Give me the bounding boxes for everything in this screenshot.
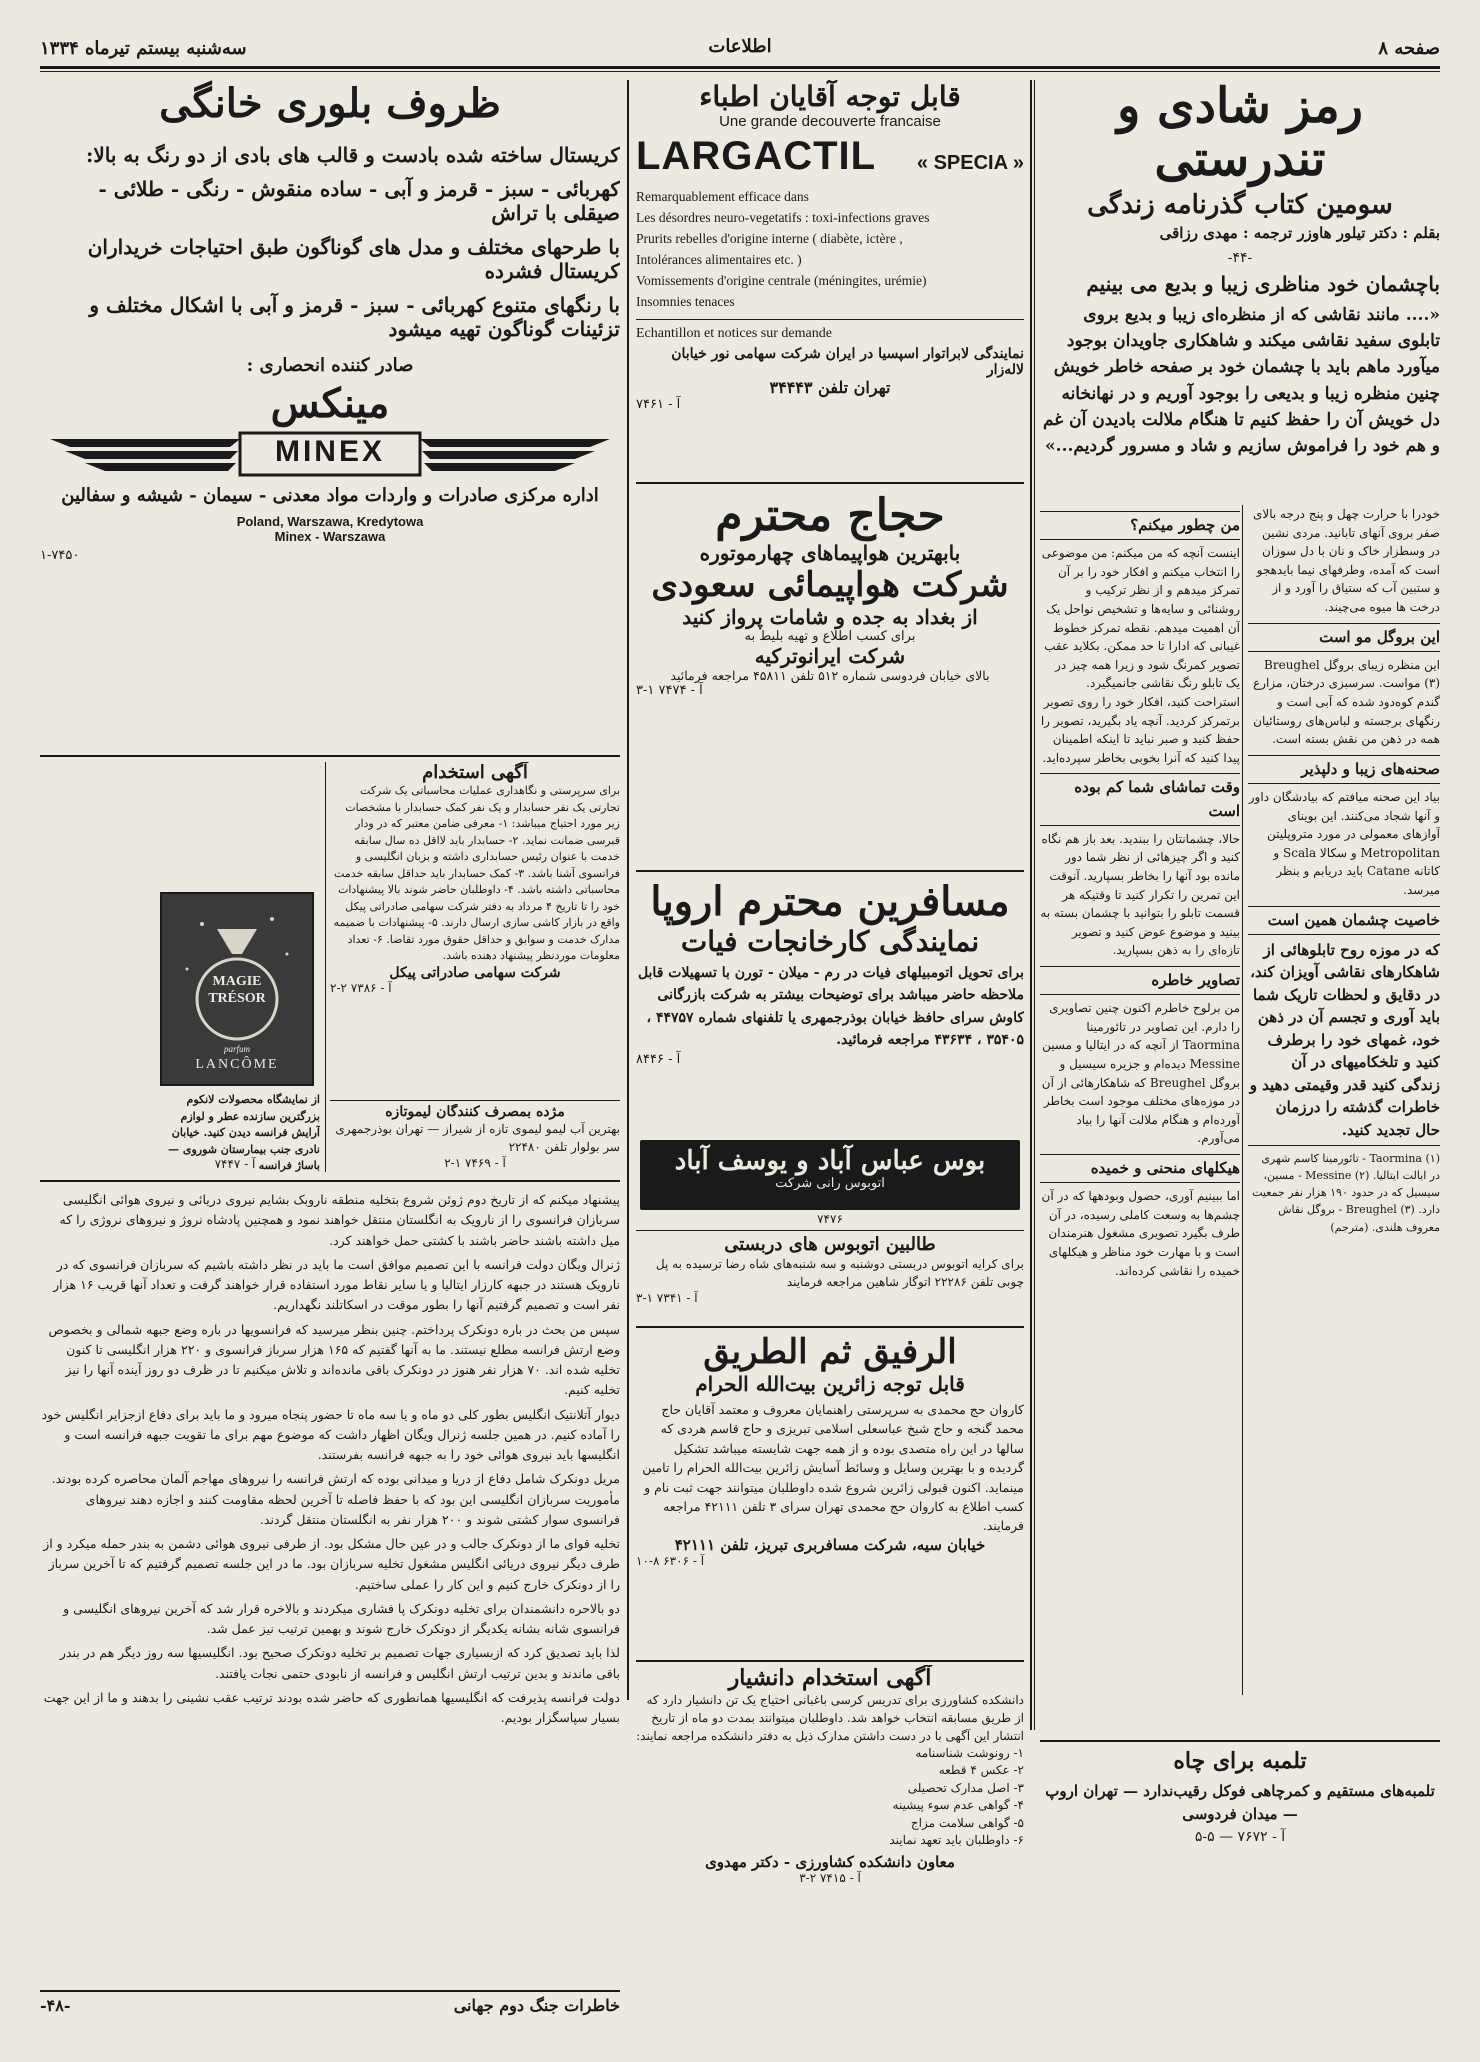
ad-code: آ - ۷۴۴۷ — [214, 1157, 256, 1171]
article-number: -۴۴- — [1227, 249, 1253, 266]
charter-bus-ad — [636, 1234, 1024, 1324]
requirement-item: ۶- داوطلبان باید تعهد نمایند — [889, 1832, 1024, 1847]
lancome-caption: از نمایشگاه محصولات لانکوم بزرگترین سازنده عطر و لوازم آرایش فرانسه دیدن کنید. خیابان نادری جنب بیمارستان شوروی — باساژ فرانسه — [168, 1093, 320, 1172]
lancome-box — [435, 895, 436, 896]
section-body: اینست آنچه که من میکنم: من موضوعی را انتخاب میکنم و افکار خود را بر آن تمرکز میدهم و از نظر ترکیب و روشنائی و سایه‌ها و تشخیص نواحل یک آن اهمیت میدهم. نقطه تمرکز خطوط غیبانی که ادارا تا حد ممکن. بکلاید عقب تصویر کمرنگ شود و زیرا همه چیز در یک تابلو رنگ نقاشی جانمیگیرد. استراحت کنید، افکار خود را روی تصویر برتمرکز کردید. آنچه یاد بگیرید، تصویر را حفظ کنید و صبر نباید تا اینکه اطمینان پیدا کنید که آنرا بخوبی بخاطر سپرده‌اید. — [1040, 546, 1240, 765]
lancome-ad-block — [40, 762, 320, 1172]
ad-title: آگهی استخدام دانشیار — [728, 1665, 932, 1691]
ad-code: آ - ۷۳۸۶ ۲-۲ — [330, 980, 392, 995]
section-body: این منظره زیبای بروگل Breughel (۳) مواست. سرسبزی درختان، مزارع گندم کوه‌دود شده که آبی است و رنگهای برجسته و لباس‌های روستائیان همه در ذهن من نقش بسته است. — [1253, 657, 1440, 747]
newspaper-name: اطلاعات — [708, 36, 772, 57]
pump-ad — [1040, 1740, 1440, 1900]
ad-code: آ - ۸۴۴۶ — [636, 1051, 681, 1067]
ad-line: با رنگهای متنوع کهربائی - سبز - قرمز و آبی با اشکال مختلف و تزئینات گوناگون تهیه میشود — [89, 293, 620, 341]
middle-right-subcolumn — [1040, 505, 1238, 506]
lancome-ad — [430, 895, 431, 896]
memoirs-footer-title: خاطرات جنگ دوم جهانی — [453, 1996, 620, 2015]
minex-logo — [40, 429, 620, 479]
ad-line: کهربائی - سبز - قرمز و آبی - ساده منقوش - رنگی - طلائی - صیقلی با تراش — [98, 177, 620, 225]
section-body: اما ببینیم آوری، حصول وبودهها که در آن چشم‌ها به وسعت کاملی رسیده، در آن طرف بگیرد تصویری مشغول هنرمندان است و با مهارت خود مناظر و هیکلهای خمیده را نقاشی کرده‌اند. — [1041, 1189, 1240, 1278]
ad-title: قابل توجه آقایان اطباء — [699, 80, 961, 113]
ad-code: آ - ۷۴۷۴ ۱-۳ — [636, 683, 703, 698]
paragraph: تخلیه قوای ما از دونکرک جالب و در عین حال مشکل بود. از طرفی نیروی هوائی دشمن به بندر حمله میکرد و از طرف دیگر نیروی دریائی انگلیس مشغول تخلیه سربازان بود. ما در این جلسه تصمیم گرفتیم که تا آخرین سرباز را از دونکرک خارج کنیم و این کار را عملی ساختیم. — [43, 1536, 620, 1592]
brand-latin: MINEX — [274, 435, 385, 468]
ad-line: بابهترین هواپیماهای چهارموتوره — [699, 541, 961, 565]
lancome-brand: LANCÔME — [195, 1057, 279, 1072]
sample-line: Echantillon et notices sur demande — [636, 319, 1024, 342]
ad-address: خیابان سیه، شرکت مسافربری تبریز، تلفن ۴۲۱۱۱ — [674, 1535, 986, 1554]
article-subtitle: سومین کتاب گذرنامه زندگی — [1087, 189, 1393, 220]
fiat-ad — [636, 878, 1024, 1128]
ad-signature: معاون دانشکده کشاورزی - دکتر مهدوی — [705, 1853, 955, 1872]
section-heading: هیکلهای منحنی و خمیده — [1040, 1154, 1240, 1183]
section-heading: من چطور میکنم؟ — [1040, 511, 1240, 540]
ad-code: آ - ۷۴۶۱ — [636, 396, 681, 412]
agent-phone: تهران تلفن ۳۴۴۴۳ — [769, 377, 891, 397]
page-number: صفحه ۸ — [1378, 38, 1440, 59]
largactil-ad — [636, 80, 1024, 480]
banner-title: بوس عباس آباد و یوسف آباد — [674, 1146, 986, 1176]
ad-body: برای تحویل اتومبیلهای فیات در رم - میلان - تورن با تسهیلات قابل ملاحظه حاضر میباشد برای توضیحات بیشتر به شرکت بازرگانی کاوش سرای حافظ خیابان بوذرجمهری یا تلفنهای شماره ۴۴۷۵۷ ، ۳۵۴۰۵ ، ۴۳۶۳۴ مراجعه فرمائید. — [637, 965, 1024, 1049]
article-continuation — [1248, 505, 1440, 1695]
paragraph: دیوار آتلانتیک انگلیس بطور کلی دو ماه و یا سه ماه تا حضور پنجاه میرود و ما باید برای دفاع ازجزایر انگلیس خود را آماده کنیم. در همین جلسه ژنرال ویگان اظهار داشت که موضوع مهم برای ما تقویت جبهه فرانسه است و انگلیسها باید نیروی هوائی خود را به جبهه فرانسه بفرستند. — [41, 1406, 620, 1462]
requirement-item: ۱- رونوشت شناسنامه — [915, 1746, 1024, 1760]
footnotes: (۱) Taormina - تائورمینا کاسم شهری در ایالت ایتالیا. (۲) Messine - مسین، سیسیل که در حدود ۱۹۰ هزار نفر جمعیت دارد. (۳) Breughel - بروگل نقاش معروف هلندی. (مترجم) — [1248, 1145, 1440, 1235]
ad-line: شرکت هواپیمائی سعودی — [651, 565, 1009, 605]
lemon-ad — [330, 1104, 620, 1184]
bus-banner — [640, 1140, 1020, 1210]
article-byline: بقلم : دکتر تیلور هاوزر ترجمه : مهدی رزاقی — [1159, 223, 1440, 242]
ad-code: آ - ۷۳۴۱ ۱-۳ — [636, 1291, 698, 1305]
memoirs-footer-number: -۴۸- — [40, 1996, 71, 2015]
requirement-item: ۴- گواهی عدم سوء پیشینه — [892, 1798, 1024, 1813]
brand-specia: « SPECIA » — [916, 152, 1024, 174]
employment-ad — [330, 762, 620, 1102]
ad-code: ۱-۷۴۵۰ — [40, 548, 80, 563]
indication-line: Intolérances alimentaires etc. ) — [636, 251, 802, 267]
pilgrims-ad — [636, 1332, 1024, 1657]
section-heading: صحنه‌های زیبا و دلپذیر — [1248, 755, 1440, 784]
paragraph: سپس من بحث در باره دونکرک پرداختم. چنین بنظر میرسید که فرانسویها در باره وضع جبهه شمالی و بخصوص وضع ارتش فرانسه مطلع نیستند. ما به آنها گفتیم که ۱۶۵ هزار سرباز فرانسوی و ۲۲۰ هزار انگلیسی تا کنون تخلیه شده اند. ۷۰ هزار نفر هنوز در دونکرک باقی مانده‌اند و تلاش میکنیم تا در ظرف دو روز آینده آنها را نیز تخلیه کنیم. — [48, 1321, 620, 1398]
ad-body: برای کرایه اتوبوس دربستی دوشنبه و سه شنبه‌های شاه رضا ترسیده به پل چوبی تلفن ۲۲۲۸۶ اتوگار شاهین مراجعه فرمایند — [655, 1257, 1024, 1289]
perfume-type: parfum — [223, 1044, 250, 1054]
ad-title: طالبین اتوبوس های دربستی — [724, 1234, 936, 1255]
ad-signature: شرکت سهامی صادراتی پیکل — [389, 964, 561, 981]
ad-title: الرفیق ثم الطریق — [703, 1332, 957, 1372]
ad-title: مژده بمصرف کنندگان لیموتازه — [385, 1104, 565, 1120]
ad-body: تلمبه‌های مستقیم و کمرچاهی فوکل رقیب‌ندارد — تهران اروپ — میدان فردوسی — [1045, 1782, 1435, 1823]
indications-list — [636, 187, 1024, 313]
ad-code: آ - ۶۳۰۶ ۸-۱۰ — [636, 1553, 705, 1568]
requirement-item: ۳- اصل مدارک تحصیلی — [907, 1780, 1024, 1795]
minex-glassware-ad — [40, 80, 620, 750]
ad-address: Poland, Warszawa, Kredytowa — [236, 514, 424, 529]
section-heading: خاصیت چشمان همین است — [1248, 906, 1440, 935]
requirements-list — [636, 1745, 1024, 1849]
ad-line: برای کسب اطلاع و تهیه بلیط به — [744, 629, 916, 644]
section-heading: باچشمان خود مناظری زیبا و بدیع می بینیم — [1086, 271, 1440, 296]
paragraph: لذا باید تصدیق کرد که ازبسیاری جهات تصمیم بر تخلیه دونکرک صحیح بود. انگلیسیها سه روز دیگر هم در بندر باقی ماندند و بدین ترتیب ارتش انگلیس و فرانسه از نابودی حتمی نجات یافتند. — [59, 1645, 620, 1681]
ad-title: مسافرین محترم اروپا — [650, 878, 1010, 925]
section-body: بیاد این صحنه میافتم که بیادشگان داور و آنها شجاد می‌کنند. این بوینای آوازهای معمولی در مورد متروپلیتن Metropolitan و سکالا Scala و کاتانه Catane باید دریابم و بنظر میرسد. — [1248, 790, 1440, 897]
ad-code: آ - ۷۶۷۲ — ۵-۵ — [1194, 1829, 1286, 1845]
indication-line: Insomnies tenaces — [636, 293, 735, 309]
ad-body: بهترین آب لیمو لیموی تازه از شیراز — تهران بوذرجمهری سر بولوار تلفن ۲۲۴۸۰ — [335, 1122, 620, 1154]
ad-line: اداره مرکزی صادرات و واردات مواد معدنی - سیمان - شیشه و سفالین — [61, 485, 599, 506]
indication-line: Prurits rebelles d'origine interne ( diabète, ictère , — [636, 230, 903, 246]
article-title: رمز شادی و تندرستی — [1117, 80, 1363, 187]
section-body: حالا، چشمانتان را ببندید. بعد باز هم نگاه کنید و اگر چیزهائی از نظر شما دور مانده بود آنها را بخاطر بسپارید. آنوقت این تمرین را تکرار کنید تا وقتیکه هر قسمت تابلو را بتوانید با چشمان بسته به بینید و موضوع عوض کنید و تصویر تازه‌ای را به ذهن بسپارید. — [1040, 831, 1240, 958]
right-subcolumn — [1040, 505, 1240, 1695]
ad-line: از بغداد به جده و شامات پرواز کنید — [682, 605, 978, 629]
ad-title: آگهی استخدام — [422, 762, 528, 783]
paragraph: دو بالاحره دانشمندان برای تخلیه دونکرک پا فشاری میکردند و بالاخره قرار شد که آخرین نیروهای انگلیسی و فرانسوی شانه بشانه یکدیگر از دونکرک خارج شوند و بهمین ترتیب نیز عمل شد. — [63, 1600, 620, 1636]
saudi-airlines-ad — [636, 490, 1024, 870]
requirement-item: ۵- گواهی سلامت مزاج — [910, 1815, 1024, 1830]
ad-body: کاروان حج محمدی به سرپرستی راهنمایان معروف و معتمد آقایان حاج محمد گنجه و حاج شیخ عباسعلی اسلامی تبریزی و حاج قاسم هردی که سالها در این راه متصدی بوده و از همه جهت شایسته میباشد تشکیل گردیده و با بهترین وسایل و وسائط آسایش زائرین بیت‌الله الحرام را تامین مینماید. اکنون قبولی زائرین شروع شده داوطلبان میتوانند جهت ثبت نام و کسب اطلاع به کاروان حج محمدی تهران سرای ۳ تلفن ۴۲۱۱۱ مراجعه فرمایند. — [642, 1402, 1024, 1534]
ad-line: شرکت ایرانوترکیه — [754, 644, 906, 668]
perfume-name-1: MAGIE — [212, 974, 262, 989]
ad-body: برای سرپرستی و نگاهداری عملیات محاسباتی یک شرکت تجارتی یک نفر حسابدار و یک نفر کمک حسابدار با مشخصات زیر مورد احتیاج میباشد: ۱- معرفی ضامن معتبر که در ودار قبرسی ضمانت نماید. ۲- حسابدار باید لااقل ده سال سابقه خدمت با عنوان رئیس حسابداری داشته و بزبان انگلیسی و فرانسوی آشنا باشد. ۳- کمک حسابدار باید حداقل سابقه خدمت محاسباتی داشته باشد. ۴- داوطلبان حاضر شوند بالا پیشنهادات خود را تا تاریخ ۴ مرداد به دفتر شرکت سهامی صادراتی پیکل واقع در بازار کاشی سازی ارسال دارند. ۵- پیشنهادات با ضمیمه مدارک خدمت و سوابق و حداقل حقوق مورد تقاضا. ۶- تعداد معلومات موردنظر پیشنهاد دهنده باشد. — [333, 784, 620, 962]
brand-persian: مینکس — [270, 380, 390, 427]
memoirs-article — [40, 1190, 620, 1980]
section-body: «.... مانند نقاشی که از منظره‌ای زیبا و بدیع بروی تابلوی سفید نقاشی میکند و شاهکاری جاویدان بوجود میآورد ماهم باید با چشمان خود بر صفحه خاطر خویش چنین منظره زیبا و بدیعی را بوجود آوریم و در نهانخانه دل خویش آن را حفظ کنیم تا هنگام ملالت بادیدن آن غم و هم خود را فراموش سازیم و شاد و مسرور گردیم...» — [1042, 304, 1440, 457]
section-heading: این بروگل مو است — [1248, 623, 1440, 652]
ad-subtitle: قابل توجه زائرین بیت‌الله الحرام — [695, 1372, 965, 1396]
requirement-item: ۲- عکس ۴ قطعه — [938, 1763, 1024, 1778]
paragraph: پیشنهاد میکنم که از تاریخ دوم ژوئن شروع بتخلیه منطقه ناروبک بشایم نیروی دریائی و نیروی هوائی انگلیسی سربازان فرانسوی را از نارویک به انگلستان منتقل خواهند نمود و همچنین پادشاه نروژ و نیروهای نروژی را که میل داشته باشند حاضر باشند با کشتی حمل خواهند کرد. — [59, 1192, 620, 1248]
faculty-employment-ad — [636, 1665, 1024, 1950]
section-heading: وقت تماشای شما کم بوده است — [1040, 773, 1240, 826]
ad-line: کریستال ساخته شده بادست و قالب های بادی از دو رنگ به بالا: — [85, 143, 620, 167]
banner-sub: اتوبوس رانی شرکت — [775, 1176, 885, 1191]
indication-line: Remarquablement efficace dans — [636, 189, 809, 204]
ad-title: حجاج محترم — [715, 490, 945, 541]
paragraph: ژنرال ویگان دولت فرانسه با این تصمیم موافق است ما باید در نظر داشته باشیم که سربازان فرانسوی که در نارویک هستند در جبهه کارزار ایتالیا و یا سایر نقاط مورد استفاده قرار خواهند گرفت و تعداد آنها قریب ۱۶ هزار نفر است و تصمیم گرفتیم آنها را بطور موقت در اسکاتلند نگهداریم. — [53, 1256, 620, 1313]
ad-line: بالای خیابان فردوسی شماره ۵۱۲ تلفن ۴۵۸۱۱ مراجعه فرمائید — [670, 668, 990, 683]
section-body: که در موزه روح تابلوهائی از شاهکارهای نقاشی آویزان کند، در دقایق و لحظات تاریک شما باید آوری و تجسم آن در ذهن خود، غمهای خود را برطرف کنید و تلخکامیهای در آن زندگی کنید قدر وقیمتی دهید و خاطرات گذشته را درزمان حال تجدید کنید. — [1249, 940, 1440, 1139]
paragraph: خودرا با حرارت چهل و پنج درجه بالای صفر بروی آنهای تابانید. مردی نشین در وسطزار خاک و نان با دل سوزان است که آمده، وطرفهای نیما بایدهجو و ستبین آب که ستیاق را آورد و از درخت ها میوه می‌چیند. — [1252, 507, 1440, 614]
indication-line: Les désordres neuro-vegetatifs : toxi-infections graves — [636, 209, 930, 225]
indication-line: Vomissements d'origine centrale (méningites, urémie) — [636, 272, 927, 288]
ad-code: ۷۴۷۶ — [817, 1212, 843, 1226]
brand-name: LARGACTIL — [636, 134, 877, 178]
ad-body: دانشکده کشاورزی برای تدریس کرسی باغبانی احتیاج یک تن دانشیار دارد که از طریق مسابقه انتخاب خواهد شد. داوطلبان میتوانند بمدت دو ماه از تاریخ انتشار این آگهی با در دست داشتن مدارک ذیل به دفتر دانشکده مراجعه نمایند: — [636, 1693, 1024, 1743]
ad-french-line: Une grande decouverte francaise — [719, 113, 941, 130]
section-body: من برلوح خاطرم اکنون چنین تصاویری را دارم. این تصاویر در تائورمینا Taormina از آنچه که در ایتالیا و مسین Messine دیده‌ام و جزیره سیسیل و بروگل Breughel که شاهکارهائی از آن در موزه‌های مختلف موجود است بخاطر آورده‌ام و هنگام ملالت آنها را بیاد می‌آورم. — [1041, 1001, 1240, 1146]
agent-line: نمایندگی لابراتوار اسپسیا در ایران شرکت سهامی نور خیابان لاله‌زار — [671, 345, 1024, 378]
ad-code: آ - ۷۴۶۹ ۱-۲ — [444, 1156, 506, 1170]
lancome-image-box — [160, 892, 314, 1086]
ad-title: ظروف بلوری خانگی — [159, 80, 501, 127]
ad-line: با طرحهای مختلف و مدل های گوناگون طبق احتیاجات خریداران کریستال فشرده — [87, 235, 620, 283]
ad-address: Minex - Warszawa — [274, 529, 386, 544]
paragraph: مریل دونکرک شامل دفاع از دریا و میدانی بوده که ارتش فرانسه را نیروهای مهاجم آلمان محاصره کرده بودند. مأموریت سربازان انگلیسی این بود که با حفظ فاصله تا آخرین لحظه مقاومت کنند و اجازه دهند نیروهای فرانسوی سوار کشتی شوند و ۲۰۰ هزار نفر به انگلستان منتقل گردند. — [51, 1471, 620, 1527]
perfume-name-2: TRÉSOR — [208, 991, 266, 1006]
paragraph: دولت فرانسه پذیرفت که انگلیسیها همانطوری که حاضر شده بودند ترتیب عقب نشینی را بدهند و ما از این جهت بسیار سپاسگزار بودیم. — [43, 1689, 620, 1725]
section-heading: تصاویر خاطره — [1040, 966, 1240, 995]
ad-title: تلمبه برای چاه — [1173, 1748, 1307, 1774]
issue-date: سه‌شنبه بیستم تیرماه ۱۳۳۴ — [40, 38, 247, 59]
ad-code: آ - ۷۴۱۵ ۲-۳ — [799, 1871, 861, 1886]
ad-line: نمایندگی کارخانجات فیات — [680, 925, 980, 958]
ad-line: صادر کننده انحصاری : — [246, 355, 414, 376]
